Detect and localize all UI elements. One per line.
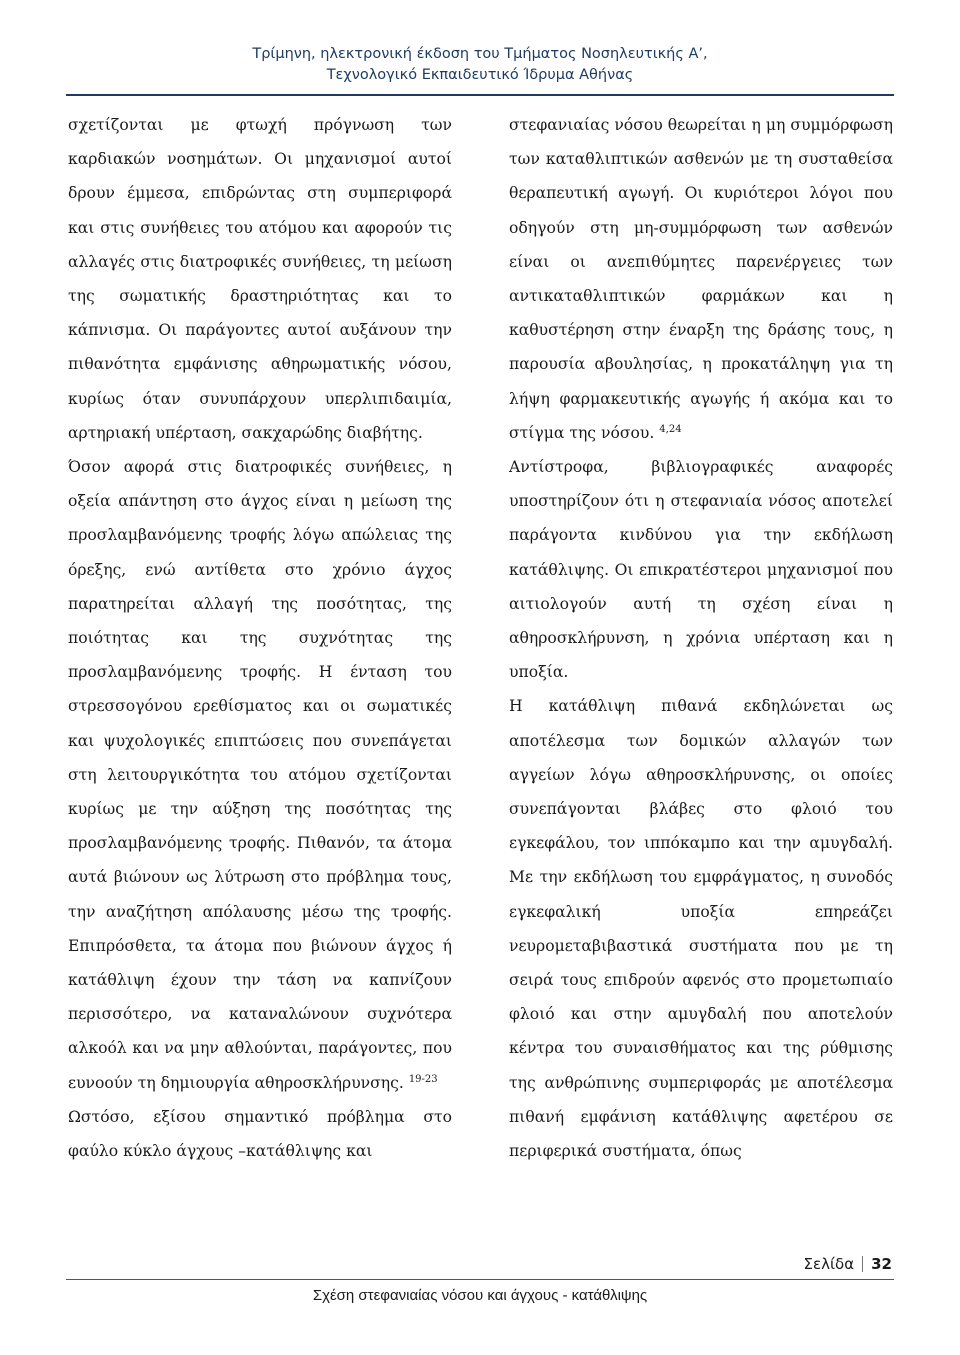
- left-paragraph-3: Ωστόσο, εξίσου σημαντικό πρόβλημα στο φαύλο κύκλο άγχους –κατάθλιψης και: [68, 1107, 452, 1161]
- right-paragraph-3: Η κατάθλιψη πιθανά εκδηλώνεται ως αποτέλεσμα των δομικών αλλαγών των αγγείων λόγω αθηροσκλήρυνσης, οι οποίες συνεπάγονται βλάβες στο φλοιό του εγκεφάλου, τον ιππόκαμπο και την αμυγδαλή. Με την εκδήλωση του εμφράγματος, η συνοδός εγκεφαλική υποξία επηρεάζει νευρομεταβιβαστικά συστήματα που με τη σειρά τους επιδρούν αφενός στο προμετωπιαίο φλοιό και στην αμυγδαλή που αποτελούν κέντρα του συναισθήματος και της ρύθμισης της ανθρώπινης συμπεριφοράς με αποτέλεσμα πιθανή εμφάνιση κατάθλιψης αφετέρου σε περιφερικά συστήματα, όπως: [509, 697, 893, 1161]
- page-number-value: 32: [871, 1255, 892, 1273]
- page-label: Σελίδα: [803, 1255, 855, 1273]
- page-separator: [862, 1256, 863, 1272]
- footer-divider: [66, 1279, 894, 1280]
- left-paragraph-2-text: Όσον αφορά στις διατροφικές συνήθειες, η οξεία απάντηση στο άγχος είναι η μείωση της προσλαμβανόμενης τροφής λόγω απώλειας της όρεξης, ενώ αντίθετα στο χρόνιο άγχος παρατηρείται αλλαγή της ποσότητας, της ποιότητας και της συχνότητας της προσλαμβανόμενης τροφής. Η ένταση του στρεσσογόνου ερεθίσματος και οι σωματικές και ψυχολογικές επιπτώσεις που συνεπάγεται στη λειτουργικότητα του ατόμου σχετίζονται κυρίως με την αύξηση της ποσότητας της προσλαμβανόμενης τροφής. Πιθανόν, τα άτομα αυτά βιώνουν ως λύτρωση στο πρόβλημα τους, την αναζήτηση απόλαυσης μέσω της τροφής. Επιπρόσθετα, τα άτομα που βιώνουν άγχος ή κατάθλιψη έχουν την τάση να καπνίζουν περισσότερο, να καταναλώνουν συχνότερα αλκοόλ και να μην αθλούνται, παράγοντες, που ευνοούν τη δημιουργία αθηροσκλήρυνσης.: [68, 458, 452, 1092]
- running-title: Σχέση στεφανιαίας νόσου και άγχους - κατάθλιψης: [312, 1287, 648, 1304]
- right-paragraph-1: [509, 108, 893, 450]
- citation-ref: 4,24: [659, 423, 682, 435]
- left-paragraph-1: σχετίζονται με φτωχή πρόγνωση των καρδιακών νοσημάτων. Οι μηχανισμοί αυτοί δρουν έμμεσα, επιδρώντας στη συμπεριφορά και στις συνήθειες του ατόμου και αφορούν τις αλλαγές στις διατροφικές συνήθειες, τη μείωση της σωματικής δραστηριότητας και το κάπνισμα. Οι παράγοντες αυτοί αυξάνουν την πιθανότητα εμφάνισης αθηρωματικής νόσου, κυρίως όταν συνυπάρχουν υπερλιπιδαιμία, αρτηριακή υπέρταση, σακχαρώδης διαβήτης.: [68, 116, 452, 442]
- left-text-column: [68, 108, 452, 1168]
- header-divider: [66, 94, 894, 96]
- right-paragraph-2: Αντίστροφα, βιβλιογραφικές αναφορές υποστηρίζουν ότι η στεφανιαία νόσος αποτελεί παράγοντα κινδύνου για την εκδήλωση κατάθλιψης. Οι επικρατέστεροι μηχανισμοί που αιτιολογούν αυτή τη σχέση είναι η αθηροσκλήρυνση, η χρόνια υπέρταση και η υποξία.: [509, 458, 893, 682]
- journal-header-line2: Τεχνολογικό Εκπαιδευτικό Ίδρυμα Αθήνας: [326, 67, 634, 83]
- citation-ref: 19-23: [408, 1073, 438, 1085]
- right-paragraph-1-text: στεφανιαίας νόσου θεωρείται η μη συμμόρφωση των καταθλιπτικών ασθενών με τη συσταθείσα θεραπευτική αγωγή. Οι κυριότεροι λόγοι που οδηγούν στη μη-συμμόρφωση των ασθενών είναι οι ανεπιθύμητες παρενέργειες των αντικαταθλιπτικών φαρμάκων και η καθυστέρηση στην έναρξη της δράσης τους, η παρουσία αβουλησίας, η προκατάληψη για τη λήψη φαρμακευτικής αγωγής ή ακόμα και το στίγμα της νόσου.: [509, 116, 893, 442]
- journal-header-line1: Τρίμηνη, ηλεκτρονική έκδοση του Τμήματος Νοσηλευτικής Α’,: [252, 46, 708, 62]
- right-text-column: [509, 108, 893, 1168]
- page-number: [804, 1255, 892, 1273]
- journal-header: [0, 44, 960, 86]
- left-paragraph-2: [68, 450, 452, 1100]
